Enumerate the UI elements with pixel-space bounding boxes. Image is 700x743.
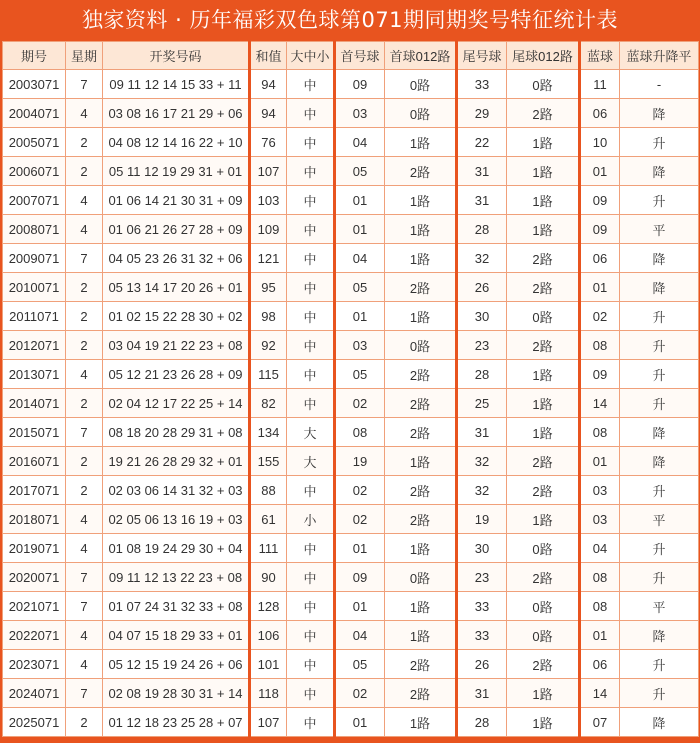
table-row [3,157,699,186]
sum-cell: 107 [250,708,287,737]
size-cell: 中 [287,534,335,563]
numbers-cell: 03 04 19 21 22 23 + 08 [103,331,250,360]
numbers-cell: 04 07 15 18 29 33 + 01 [103,621,250,650]
first-012-cell: 2路 [385,476,457,505]
blue-trend-cell: 升 [620,128,699,157]
size-cell: 中 [287,70,335,99]
blue-trend-cell: 平 [620,505,699,534]
last-012-cell: 1路 [507,418,580,447]
issue-cell: 2004071 [3,99,66,128]
blue-trend-cell: - [620,70,699,99]
weekday-cell: 2 [66,476,103,505]
last-ball-cell: 30 [457,534,507,563]
col-header-numbers: 开奖号码 [103,42,250,70]
numbers-cell: 05 11 12 19 29 31 + 01 [103,157,250,186]
first-012-cell: 1路 [385,708,457,737]
issue-cell: 2009071 [3,244,66,273]
first-012-cell: 2路 [385,273,457,302]
issue-cell: 2010071 [3,273,66,302]
first-012-cell: 2路 [385,360,457,389]
first-ball-cell: 01 [335,302,385,331]
sum-cell: 98 [250,302,287,331]
size-cell: 中 [287,476,335,505]
blue-ball-cell: 08 [580,418,620,447]
first-ball-cell: 03 [335,99,385,128]
first-012-cell: 1路 [385,186,457,215]
blue-ball-cell: 01 [580,447,620,476]
blue-ball-cell: 04 [580,534,620,563]
col-header-last-012: 尾球012路 [507,42,580,70]
first-012-cell: 2路 [385,505,457,534]
sum-cell: 121 [250,244,287,273]
blue-ball-cell: 09 [580,360,620,389]
last-ball-cell: 32 [457,447,507,476]
table-row [3,244,699,273]
first-ball-cell: 02 [335,389,385,418]
last-ball-cell: 26 [457,273,507,302]
first-ball-cell: 09 [335,70,385,99]
first-012-cell: 1路 [385,128,457,157]
sum-cell: 155 [250,447,287,476]
col-header-first-012: 首球012路 [385,42,457,70]
size-cell: 中 [287,215,335,244]
blue-ball-cell: 09 [580,215,620,244]
weekday-cell: 2 [66,302,103,331]
first-012-cell: 0路 [385,99,457,128]
size-cell: 中 [287,389,335,418]
issue-cell: 2008071 [3,215,66,244]
first-ball-cell: 05 [335,273,385,302]
weekday-cell: 7 [66,679,103,708]
size-cell: 中 [287,99,335,128]
lottery-stats-table [2,41,699,737]
last-012-cell: 1路 [507,360,580,389]
last-012-cell: 0路 [507,302,580,331]
table-row [3,708,699,737]
sum-cell: 61 [250,505,287,534]
first-012-cell: 1路 [385,534,457,563]
first-ball-cell: 02 [335,476,385,505]
numbers-cell: 05 13 14 17 20 26 + 01 [103,273,250,302]
last-ball-cell: 28 [457,215,507,244]
first-ball-cell: 09 [335,563,385,592]
blue-ball-cell: 10 [580,128,620,157]
first-012-cell: 1路 [385,302,457,331]
blue-ball-cell: 14 [580,679,620,708]
blue-ball-cell: 01 [580,157,620,186]
numbers-cell: 02 08 19 28 30 31 + 14 [103,679,250,708]
table-row [3,418,699,447]
first-ball-cell: 19 [335,447,385,476]
issue-cell: 2003071 [3,70,66,99]
col-header-blue-ball: 蓝球 [580,42,620,70]
sum-cell: 76 [250,128,287,157]
first-012-cell: 2路 [385,418,457,447]
issue-cell: 2013071 [3,360,66,389]
sum-cell: 115 [250,360,287,389]
first-012-cell: 1路 [385,244,457,273]
numbers-cell: 03 08 16 17 21 29 + 06 [103,99,250,128]
size-cell: 中 [287,244,335,273]
blue-trend-cell: 降 [620,157,699,186]
issue-cell: 2020071 [3,563,66,592]
sum-cell: 82 [250,389,287,418]
sum-cell: 109 [250,215,287,244]
issue-cell: 2024071 [3,679,66,708]
issue-cell: 2019071 [3,534,66,563]
last-012-cell: 2路 [507,476,580,505]
first-012-cell: 1路 [385,621,457,650]
numbers-cell: 02 05 06 13 16 19 + 03 [103,505,250,534]
last-012-cell: 0路 [507,70,580,99]
blue-ball-cell: 03 [580,476,620,505]
first-ball-cell: 01 [335,186,385,215]
issue-cell: 2007071 [3,186,66,215]
sum-cell: 94 [250,99,287,128]
last-012-cell: 2路 [507,244,580,273]
blue-ball-cell: 08 [580,592,620,621]
issue-cell: 2015071 [3,418,66,447]
table-row [3,563,699,592]
blue-trend-cell: 升 [620,186,699,215]
last-ball-cell: 23 [457,563,507,592]
last-ball-cell: 31 [457,679,507,708]
numbers-cell: 04 08 12 14 16 22 + 10 [103,128,250,157]
issue-cell: 2022071 [3,621,66,650]
numbers-cell: 01 07 24 31 32 33 + 08 [103,592,250,621]
last-ball-cell: 22 [457,128,507,157]
blue-trend-cell: 降 [620,708,699,737]
col-header-last-ball: 尾号球 [457,42,507,70]
size-cell: 中 [287,360,335,389]
blue-trend-cell: 平 [620,215,699,244]
size-cell: 中 [287,273,335,302]
last-012-cell: 1路 [507,186,580,215]
first-012-cell: 2路 [385,650,457,679]
last-ball-cell: 32 [457,476,507,505]
issue-cell: 2005071 [3,128,66,157]
first-ball-cell: 01 [335,708,385,737]
last-012-cell: 2路 [507,99,580,128]
last-012-cell: 2路 [507,447,580,476]
size-cell: 中 [287,650,335,679]
last-ball-cell: 19 [457,505,507,534]
table-row [3,331,699,360]
size-cell: 小 [287,505,335,534]
size-cell: 中 [287,621,335,650]
weekday-cell: 2 [66,128,103,157]
last-ball-cell: 29 [457,99,507,128]
first-012-cell: 1路 [385,447,457,476]
size-cell: 中 [287,708,335,737]
numbers-cell: 05 12 21 23 26 28 + 09 [103,360,250,389]
last-ball-cell: 23 [457,331,507,360]
last-012-cell: 2路 [507,273,580,302]
col-header-first-ball: 首号球 [335,42,385,70]
blue-trend-cell: 降 [620,273,699,302]
numbers-cell: 02 04 12 17 22 25 + 14 [103,389,250,418]
last-ball-cell: 28 [457,360,507,389]
size-cell: 中 [287,563,335,592]
blue-ball-cell: 03 [580,505,620,534]
last-ball-cell: 33 [457,621,507,650]
last-ball-cell: 32 [457,244,507,273]
table-row [3,650,699,679]
weekday-cell: 4 [66,360,103,389]
last-ball-cell: 25 [457,389,507,418]
size-cell: 中 [287,331,335,360]
issue-cell: 2016071 [3,447,66,476]
sum-cell: 111 [250,534,287,563]
numbers-cell: 02 03 06 14 31 32 + 03 [103,476,250,505]
weekday-cell: 2 [66,157,103,186]
blue-ball-cell: 07 [580,708,620,737]
numbers-cell: 01 02 15 22 28 30 + 02 [103,302,250,331]
weekday-cell: 4 [66,215,103,244]
first-ball-cell: 03 [335,331,385,360]
blue-ball-cell: 01 [580,273,620,302]
sum-cell: 94 [250,70,287,99]
last-012-cell: 1路 [507,708,580,737]
first-012-cell: 1路 [385,215,457,244]
numbers-cell: 19 21 26 28 29 32 + 01 [103,447,250,476]
sum-cell: 92 [250,331,287,360]
first-ball-cell: 05 [335,650,385,679]
weekday-cell: 7 [66,418,103,447]
table-row [3,621,699,650]
last-ball-cell: 33 [457,70,507,99]
numbers-cell: 05 12 15 19 24 26 + 06 [103,650,250,679]
first-ball-cell: 02 [335,505,385,534]
blue-trend-cell: 降 [620,418,699,447]
size-cell: 中 [287,186,335,215]
last-ball-cell: 31 [457,418,507,447]
blue-trend-cell: 降 [620,621,699,650]
col-header-sum: 和值 [250,42,287,70]
col-header-weekday: 星期 [66,42,103,70]
weekday-cell: 4 [66,621,103,650]
first-ball-cell: 05 [335,157,385,186]
col-header-blue-trend: 蓝球升降平 [620,42,699,70]
first-ball-cell: 01 [335,534,385,563]
last-ball-cell: 31 [457,157,507,186]
weekday-cell: 7 [66,70,103,99]
issue-cell: 2006071 [3,157,66,186]
last-012-cell: 2路 [507,650,580,679]
last-012-cell: 1路 [507,157,580,186]
sum-cell: 101 [250,650,287,679]
table-row [3,186,699,215]
blue-trend-cell: 升 [620,302,699,331]
blue-trend-cell: 升 [620,534,699,563]
last-ball-cell: 33 [457,592,507,621]
last-012-cell: 0路 [507,621,580,650]
last-012-cell: 1路 [507,679,580,708]
first-012-cell: 2路 [385,679,457,708]
page-title: 独家资料 · 历年福彩双色球第071期同期奖号特征统计表 [81,8,619,32]
blue-ball-cell: 08 [580,563,620,592]
weekday-cell: 7 [66,592,103,621]
blue-trend-cell: 升 [620,389,699,418]
last-ball-cell: 26 [457,650,507,679]
issue-cell: 2023071 [3,650,66,679]
first-ball-cell: 01 [335,215,385,244]
sum-cell: 107 [250,157,287,186]
last-012-cell: 2路 [507,563,580,592]
size-cell: 大 [287,447,335,476]
issue-cell: 2014071 [3,389,66,418]
first-ball-cell: 01 [335,592,385,621]
weekday-cell: 2 [66,708,103,737]
table-row [3,215,699,244]
blue-trend-cell: 降 [620,447,699,476]
last-012-cell: 1路 [507,389,580,418]
table-row [3,99,699,128]
issue-cell: 2012071 [3,331,66,360]
first-012-cell: 0路 [385,563,457,592]
first-012-cell: 2路 [385,157,457,186]
last-012-cell: 0路 [507,592,580,621]
issue-cell: 2011071 [3,302,66,331]
numbers-cell: 04 05 23 26 31 32 + 06 [103,244,250,273]
numbers-cell: 01 08 19 24 29 30 + 04 [103,534,250,563]
weekday-cell: 2 [66,447,103,476]
size-cell: 中 [287,302,335,331]
size-cell: 中 [287,157,335,186]
sum-cell: 95 [250,273,287,302]
last-012-cell: 2路 [507,331,580,360]
table-row [3,70,699,99]
blue-ball-cell: 06 [580,99,620,128]
sum-cell: 103 [250,186,287,215]
blue-ball-cell: 14 [580,389,620,418]
weekday-cell: 2 [66,331,103,360]
blue-trend-cell: 升 [620,360,699,389]
table-row [3,476,699,505]
blue-trend-cell: 升 [620,563,699,592]
table-row [3,592,699,621]
blue-ball-cell: 11 [580,70,620,99]
blue-trend-cell: 升 [620,650,699,679]
blue-ball-cell: 06 [580,244,620,273]
weekday-cell: 4 [66,186,103,215]
blue-trend-cell: 降 [620,99,699,128]
first-012-cell: 0路 [385,331,457,360]
table-row [3,302,699,331]
weekday-cell: 4 [66,650,103,679]
weekday-cell: 4 [66,99,103,128]
table-header-row [3,42,699,70]
first-ball-cell: 08 [335,418,385,447]
last-ball-cell: 30 [457,302,507,331]
issue-cell: 2017071 [3,476,66,505]
table-row [3,360,699,389]
blue-trend-cell: 升 [620,331,699,360]
blue-ball-cell: 09 [580,186,620,215]
blue-trend-cell: 升 [620,476,699,505]
size-cell: 中 [287,592,335,621]
sum-cell: 90 [250,563,287,592]
numbers-cell: 01 12 18 23 25 28 + 07 [103,708,250,737]
blue-ball-cell: 06 [580,650,620,679]
first-ball-cell: 04 [335,621,385,650]
numbers-cell: 01 06 14 21 30 31 + 09 [103,186,250,215]
first-012-cell: 0路 [385,70,457,99]
last-012-cell: 1路 [507,215,580,244]
weekday-cell: 4 [66,505,103,534]
sum-cell: 88 [250,476,287,505]
last-012-cell: 1路 [507,128,580,157]
first-ball-cell: 02 [335,679,385,708]
numbers-cell: 01 06 21 26 27 28 + 09 [103,215,250,244]
blue-trend-cell: 升 [620,679,699,708]
weekday-cell: 2 [66,389,103,418]
last-012-cell: 0路 [507,534,580,563]
last-012-cell: 1路 [507,505,580,534]
blue-ball-cell: 01 [580,621,620,650]
last-ball-cell: 28 [457,708,507,737]
weekday-cell: 7 [66,563,103,592]
numbers-cell: 09 11 12 14 15 33 + 11 [103,70,250,99]
col-header-size: 大中小 [287,42,335,70]
weekday-cell: 2 [66,273,103,302]
table-row [3,273,699,302]
sum-cell: 134 [250,418,287,447]
table-row [3,505,699,534]
size-cell: 中 [287,128,335,157]
table-row [3,534,699,563]
blue-ball-cell: 02 [580,302,620,331]
last-ball-cell: 31 [457,186,507,215]
first-012-cell: 2路 [385,389,457,418]
blue-ball-cell: 08 [580,331,620,360]
numbers-cell: 09 11 12 13 22 23 + 08 [103,563,250,592]
size-cell: 中 [287,679,335,708]
blue-trend-cell: 降 [620,244,699,273]
blue-trend-cell: 平 [620,592,699,621]
weekday-cell: 7 [66,244,103,273]
table-row [3,447,699,476]
table-row [3,389,699,418]
first-012-cell: 1路 [385,592,457,621]
sum-cell: 106 [250,621,287,650]
table-row [3,128,699,157]
first-ball-cell: 04 [335,128,385,157]
first-ball-cell: 05 [335,360,385,389]
issue-cell: 2018071 [3,505,66,534]
first-ball-cell: 04 [335,244,385,273]
table-body [3,70,699,737]
table-row [3,679,699,708]
sum-cell: 128 [250,592,287,621]
numbers-cell: 08 18 20 28 29 31 + 08 [103,418,250,447]
size-cell: 大 [287,418,335,447]
weekday-cell: 4 [66,534,103,563]
sum-cell: 118 [250,679,287,708]
issue-cell: 2021071 [3,592,66,621]
issue-cell: 2025071 [3,708,66,737]
col-header-issue: 期号 [3,42,66,70]
